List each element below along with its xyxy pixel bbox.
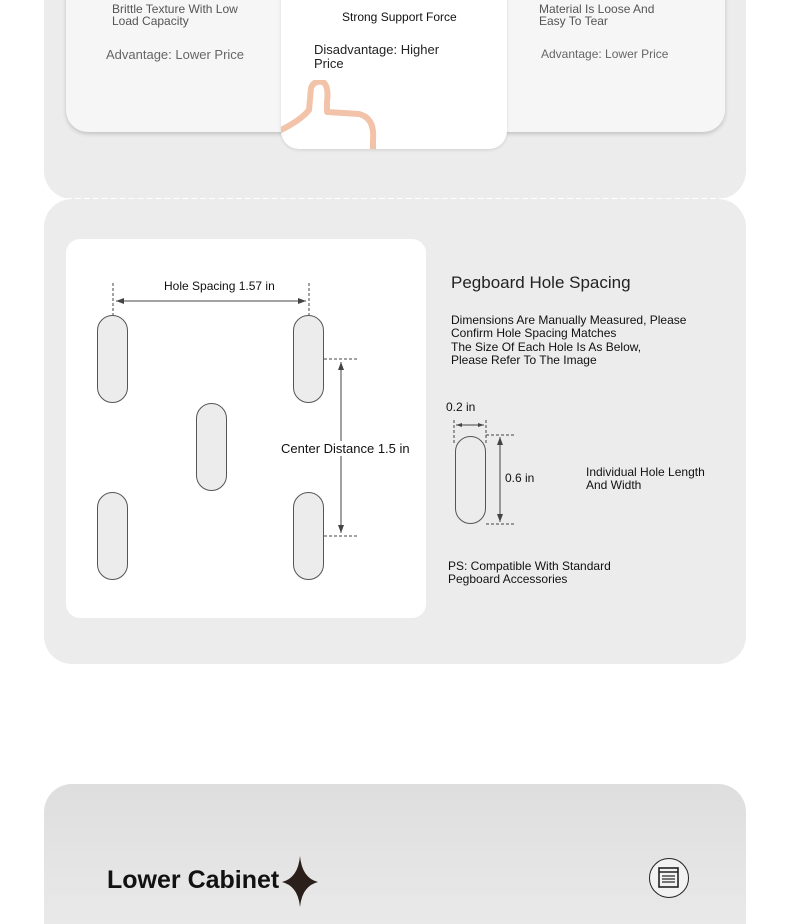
- lower-cabinet-section: [44, 784, 746, 924]
- hole-length-label: 0.6 in: [505, 471, 535, 485]
- center-distance-label: Center Distance 1.5 in: [281, 441, 410, 456]
- measurement-note: Dimensions Are Manually Measured, Please Confirm Hole Spacing Matches The Size Of Each Hole Is As Below, Please Refer To The Image: [451, 313, 687, 367]
- pegboard-hole: [293, 315, 324, 403]
- hand-icon: [281, 80, 391, 149]
- pegboard-title: Pegboard Hole Spacing: [451, 273, 631, 292]
- hole-size-caption: Individual Hole Length And Width: [586, 465, 705, 492]
- left-material-advantage: Advantage: Lower Price: [106, 47, 245, 62]
- middle-material-disadvantage: Disadvantage: Higher Price: [314, 42, 440, 71]
- hole-spacing-label: Hole Spacing 1.57 in: [164, 279, 275, 293]
- hole-width-label: 0.2 in: [446, 400, 476, 414]
- pegboard-hole: [97, 315, 128, 403]
- pegboard-hole: [293, 492, 324, 580]
- right-material-description: Material Is Loose And Easy To Tear: [539, 2, 655, 28]
- right-material-advantage: Advantage: Lower Price: [541, 47, 669, 61]
- sparkle-icon: [282, 856, 318, 907]
- compatibility-note: PS: Compatible With Standard Pegboard Accessories: [448, 559, 611, 586]
- left-material-description: Brittle Texture With Low Load Capacity: [112, 2, 238, 28]
- lower-cabinet-title: Lower Cabinet: [107, 866, 280, 894]
- pegboard-hole: [196, 403, 227, 491]
- cabinet-icon: [649, 858, 689, 898]
- hole-spacing-diagram: [66, 239, 426, 618]
- middle-material-description: Strong Support Force: [342, 10, 457, 24]
- pegboard-hole: [97, 492, 128, 580]
